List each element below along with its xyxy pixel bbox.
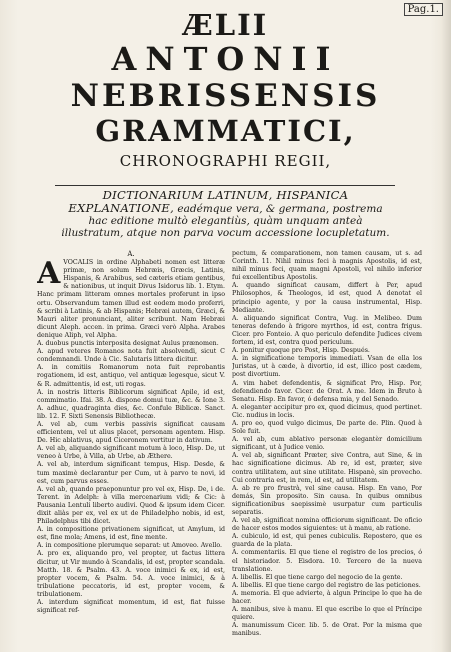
dictionary-entry: A. vel ab, interdum significant tempus, Hisp. Desde, & tum maximè declarantur per Cum, ut à parvo te novi, id est, cum parvus esses.	[37, 461, 225, 485]
title-line-5: CHRONOGRAPHI REGII,	[119, 152, 332, 170]
dictionary-entry: A. cubiculo, id est, qui penes cubiculis. Repostero, que es guarda de la plata.	[232, 533, 422, 549]
dictionary-entry: A. vel ab, cum ablativo personæ elegantèr domicilium significant, ut à Judice venio.	[232, 436, 422, 452]
dictionary-entry: A. libellis. El que tiene cargo del negocio de la gente.	[232, 573, 403, 581]
drop-cap-letter: A	[37, 256, 61, 292]
title-line-1: ÆLII	[182, 8, 269, 42]
dictionary-entry: A. in compositione plerumque separat: ut Amoveo. Avello.	[37, 542, 223, 550]
dictionary-entry: A. in nostris litteris Biblicorum significat Apile, id est, commimatio. Ifai. 38. A. dispone domui tuæ, &c. & Ione 3. A. adhuc, quadraginta dies, &c. Confule Biblicæ. Sanct. lib. 12. F. Sixti Senensis Bibliothecæ.	[37, 388, 225, 420]
dictionary-entry: VOCALIS in ordine Alphabeti nomen est litteræ primæ, non solum Hebræis, Græcis, Latinis, Hispanis, & Arabibus, sed cæteris etiam gentibus, & nationibus, ut inquit Divus Isidorus lib. 1. Etym. Hanc primam litteram omnes mortales proferunt in ipso ortu. Observandum tamen illud est eodem modo proferri, & scribi à Latinis, & ab Hispanis; Hebræi autem, Græci, & Mauri aliter pronunciant, aliter scribunt. Nam Hebræi dicunt Aleph. accen. in prima. Græci verò Alpha. Arabes denique Aliph, vel Alpha.	[37, 259, 225, 339]
dictionary-entry: A. in significatione temporis immediati. Vsan de ella los Juristas, ut à cæde, à divortio, id est, illico post cædem, post divortium.	[232, 355, 422, 379]
dictionary-entry: A. ab re pro frustrà, vel sine causa. Hisp. En vano, Por demás, Sin proposito. Sin causa. In quibus omnibus significationibus saepissimè usurpatur cum particulis separatis.	[232, 484, 422, 516]
title-line-4: GRAMMATICI,	[95, 114, 356, 148]
page-edge-shadow	[441, 0, 451, 652]
dictionary-entry: A. eleganter accipitur pro ex, quod dicimus, quod pertinet. Cic. nudius in locis.	[232, 403, 422, 419]
dictionary-entry: pectum, & comparationem, non tamen causam, ut s. ad Corinth. 11. Nihil minus feci à magnis Apostolis, id est, nihil minus feci, quam magni Apostoli, vel nihilo inferior fui excellentibus Apostolis.	[232, 250, 422, 282]
title-rule-top	[55, 185, 395, 186]
section-heading-a: A.	[127, 250, 135, 258]
dictionary-entry: A. pro eo, quod vulgo dicimus, De parte de. Plin. Quod à Sole fuit.	[232, 419, 422, 436]
dictionary-entry: A. quando significat causam, differt à Per, apud Philosophos, & Theologos, id est, quod A denotat el principio agente, y por la causa instrumental, Hisp. Mediante.	[232, 282, 422, 314]
dictionary-entry: A. manumissum Cicer. lib. 5. de Orat. Por la misma que manibus.	[232, 622, 422, 638]
dictionary-entry: A. vim habet defendentis, & significat Pro, Hisp. Por, defendiendo favor. Cicer. de Orat. A me. Idem in Bruto à Senatu. Hisp. En favor, ó defensa mia, y del Senado.	[232, 379, 422, 403]
dictionary-entry: A. duobus punctis interposita designat Aulus prænomen.	[37, 340, 219, 348]
dictionary-entry: A. in comitiis Romanorum nota fuit reprobantis rogationem, id est, antiquo, vel antiquæ legesque, sicut V. & R. admittentis, id est, uti rogas.	[37, 364, 225, 388]
dictionary-entry: A. vel ab, significat nomina officiorum significant. De oficio de hacer estos modos siguientes: ut à manu, ab ratione.	[232, 517, 422, 533]
subtitle	[58, 189, 393, 239]
column-left	[37, 250, 225, 648]
title-line-2: ANTONII	[111, 40, 340, 78]
page-number: Pag.1.	[404, 3, 443, 16]
title-block	[0, 10, 451, 172]
dictionary-entry: A. vel ab, significant Præter, sive Contra, aut Sine, & in hac significatione dicimus. Ab re, id est, præter, sive contra utilitatem, aut sine utilitate. Hispanè, sin provecho. Cui contraria est, in rem, id est, ad utilitatem.	[232, 452, 422, 484]
dictionary-entry: A. vel ab, aliquando significant motum à loco, Hisp. De, ut veneo à Urbe, à Villa, ab Urbe, ab Æthere.	[37, 445, 225, 461]
dictionary-entry: A. apud veteres Romanos nota fuit absolvendi, sicut C condemnandi. Unde à Cic. Salutaris littera dicitur.	[37, 348, 225, 364]
dictionary-entry: A. in compositione privationem significat, ut Amylum, id est, fine mola; Amens, id est, fine mente.	[37, 526, 225, 542]
dictionary-entry: A. vel ab, quando praeponuntur pro vel ex, Hisp. De, i de. Terent. in Adelph: à villa mercenarium vidi; & Cic: à Pausania Lentuli liberto audivi. Quod & ipsum idem Cicer. dixit aliàs per ex, vel ex ut de Philadelpho nobis, id est, Philadelphus tibi dicet.	[37, 485, 225, 526]
column-right-entries	[232, 250, 422, 639]
subtitle-dictionarium: DICTIONARIUM LATINUM, HISPANICA EXPLANATIONE,	[68, 188, 349, 215]
column-right	[232, 250, 422, 648]
dictionary-entry: A. interdum significat momentum, id est, fiat fuisse significat ref-	[37, 599, 225, 615]
dictionary-entry: A. aliquando significat Contra, Vug. in Melibeo. Dum teneras defendo à frigore myrthos, id est, contra frigus. Cicer. pro Fonteio. A quo periculo defendite Judices civem fortem, id est, contra quod periculum.	[232, 314, 422, 347]
dictionary-entry: A. commentariis. El que tiene el registro de los precios, ó el historiador. 5. Eisdora. 10. Tercero de la nueva translatione.	[232, 549, 422, 573]
dictionary-entry: A. ponitur quoque pro Post, Hisp. Después.	[232, 347, 370, 355]
dictionary-entry: A. pro ex, aliquando pro, vel propter, ut factus littera dicitur, ut Vir mundo à Scandalis, id est, propter scandala. Matth. 18. & Psalm. 43. A. voce inimici & ex, id est, propter vocem, & Psalm. 54. A. voce inimici, & à tribulatione peccatoris, id est, propter vocem, & tribulationem.	[37, 550, 225, 598]
title-line-3: NEBRISSENSIS	[70, 78, 381, 114]
dictionary-entry: A. vel ab, cum verbis passivis significat causam efficientem, vel ut alius placet, personam agentem. Hisp. De. Hic ablativus, apud Ciceronem vertitur in dativum.	[37, 420, 225, 445]
dictionary-entry: A. libellis. El que tiene cargo del registro de las peticiones.	[232, 581, 421, 589]
dictionary-entry: A. manibus, sive à manu. El que escribe lo que el Príncipe quiere.	[232, 606, 422, 622]
subtitle-rest: eadémque vera, & germana, postrema hac editione multò elegantiùs, quàm unquam anteà illustratum, atque non parva vocum accessione locupletatum.	[61, 203, 390, 239]
dictionary-entry: A. memoria. El que advierte, à algun Principe lo que ha de hacer.	[232, 589, 422, 606]
column-left-entries	[37, 256, 225, 615]
